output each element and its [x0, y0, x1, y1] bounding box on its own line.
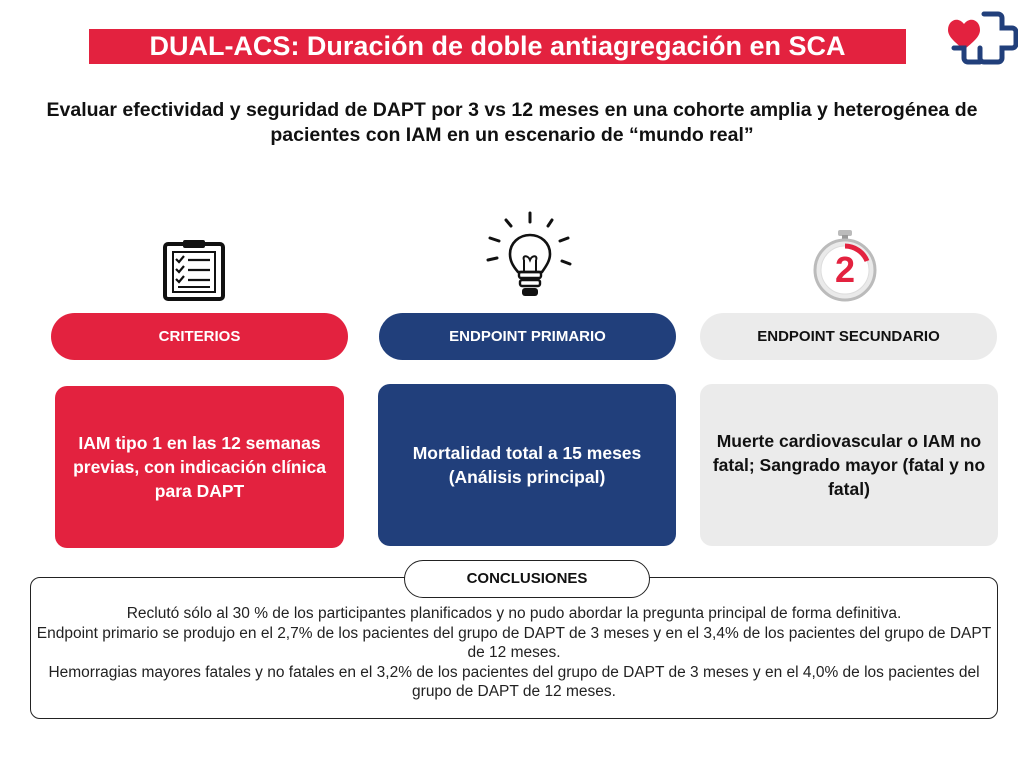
primary-endpoint-text: Mortalidad total a 15 meses (Análisis principal) [412, 443, 642, 487]
stopwatch-icon [810, 230, 880, 302]
criteria-label: CRITERIOS [51, 313, 348, 360]
conclusions-text [36, 604, 992, 702]
heart-cross-logo [946, 10, 1018, 72]
criteria-card [55, 386, 344, 548]
conclusion-line: Endpoint primario se produjo en el 2,7% de los pacientes del grupo de DAPT de 3 meses y en el 3,4% de los pacientes del grupo de DAPT de 12 meses. [36, 624, 992, 662]
conclusion-line: Hemorragias mayores fatales y no fatales en el 3,2% de los pacientes del grupo de DAPT de 3 meses y en el 4,0% de los pacientes del grupo de DAPT de 12 meses. [48, 663, 980, 701]
primary-endpoint-card [378, 384, 676, 546]
criteria-text: IAM tipo 1 en las 12 semanas previas, con indicación clínica para DAPT [73, 433, 326, 501]
secondary-endpoint-card [700, 384, 998, 546]
objective-statement: Evaluar efectividad y seguridad de DAPT por 3 vs 12 meses en una cohorte amplia y heterogénea de pacientes con IAM en un escenario de “mundo real” [46, 99, 978, 146]
page-title: DUAL-ACS: Duración de doble antiagregación en SCA [89, 29, 906, 64]
lightbulb-icon [484, 210, 574, 302]
primary-endpoint-label: ENDPOINT PRIMARIO [379, 313, 676, 360]
conclusions-label: CONCLUSIONES [404, 560, 650, 598]
secondary-endpoint-label: ENDPOINT SECUNDARIO [700, 313, 997, 360]
secondary-endpoint-text: Muerte cardiovascular o IAM no fatal; Sangrado mayor (fatal y no fatal) [712, 431, 986, 499]
conclusion-line: Reclutó sólo al 30 % de los participantes planificados y no pudo abordar la pregunta principal de forma definitiva. [126, 605, 902, 622]
clipboard-checklist-icon [160, 238, 228, 302]
stopwatch-number: 2 [834, 249, 856, 290]
